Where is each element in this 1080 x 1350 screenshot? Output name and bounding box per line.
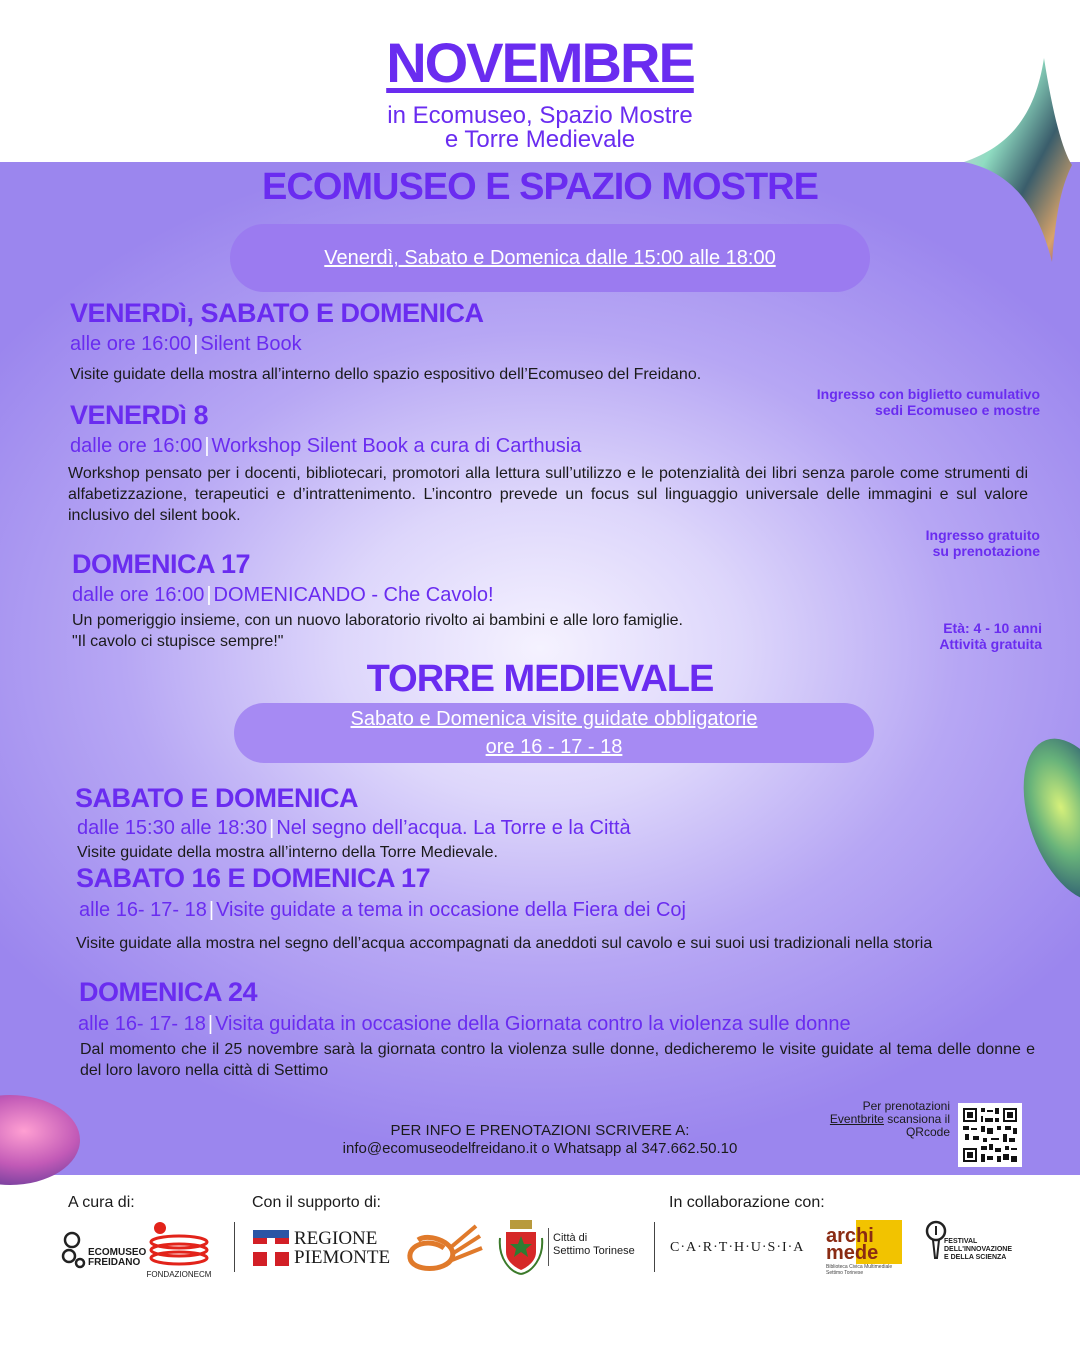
event-note-line-1: Ingresso con biglietto cumulativo (816, 386, 1040, 402)
event-time-value: alle ore 16:00 (70, 333, 192, 355)
regione-piemonte-emblem-icon (253, 1230, 289, 1266)
torre-hours-line-2: ore 16 - 17 - 18 (485, 736, 623, 758)
event-note-line-1: Età: 4 - 10 anni (943, 620, 1042, 636)
subtitle-line-2: e Torre Medievale (444, 126, 636, 153)
event-note-line-2: sedi Ecomuseo e mostre (875, 402, 1040, 418)
festival-logo-line-1: FESTIVAL (944, 1238, 978, 1245)
event-time: dalle ore 16:00 | DOMENICANDO - Che Cavolo! (72, 584, 494, 606)
ecomuseo-hours-text: Venerdì, Sabato e Domenica dalle 15:00 alle 18:00 (324, 247, 776, 269)
regione-logo-line-2: PIEMONTE (294, 1247, 391, 1268)
settimo-logo-divider (548, 1228, 549, 1266)
footer-divider (234, 1222, 235, 1272)
partner-swirl-logo-icon (400, 1218, 484, 1274)
event-name: Visita guidata in occasione della Giornata contro la violenza sulle donne (215, 1013, 851, 1035)
event-time-value: alle 16- 17- 18 (78, 1013, 206, 1035)
settimo-coat-of-arms-icon (498, 1218, 544, 1276)
event-title: VENERDì, SABATO E DOMENICA (70, 298, 484, 328)
event-description (72, 610, 852, 652)
event-time: alle 16- 17- 18 | Visite guidate a tema in occasione della Fiera dei Coj (79, 899, 686, 921)
archimede-logo-line-2: mede (826, 1242, 879, 1264)
event-description: Visite guidate alla mostra nel segno dell’acqua accompagnati da aneddoti sul cavolo e sui suoi usi tradizionali nella storia (76, 935, 933, 952)
contact-info-line-1: PER INFO E PRENOTAZIONI SCRIVERE A: (390, 1122, 690, 1139)
event-description-line-1: Un pomeriggio insieme, con un nuovo laboratorio rivolto ai bambini e alle loro famiglie. (72, 612, 683, 629)
eventbrite-link[interactable]: Eventbrite (829, 1112, 884, 1126)
torre-hours-line-1: Sabato e Domenica visite guidate obbligatorie (350, 708, 758, 730)
event-name: Silent Book (200, 333, 302, 355)
festival-logo-line-2: DELL'INNOVAZIONE (944, 1246, 1013, 1253)
footer-divider (654, 1222, 655, 1272)
section-title-ecomuseo: ECOMUSEO E SPAZIO MOSTRE (262, 166, 818, 208)
festival-logo (924, 1220, 1024, 1270)
event-title: VENERDì 8 (70, 400, 209, 430)
qr-note-line-1: Per prenotazioni (862, 1099, 950, 1113)
torre-hours-pill (234, 703, 874, 763)
page-title: NOVEMBRE (386, 31, 694, 94)
festival-logo-line-3: E DELLA SCIENZA (944, 1254, 1007, 1261)
event-note-line-2: su prenotazione (932, 543, 1040, 559)
qr-code-icon[interactable] (958, 1103, 1022, 1167)
event-time: alle ore 16:00 | Silent Book (70, 333, 302, 355)
subtitle-line-1: in Ecomuseo, Spazio Mostre (387, 102, 693, 129)
fondazione-logo-icon (148, 1220, 210, 1268)
event-time-value: dalle ore 16:00 (72, 584, 205, 606)
event-time: dalle 15:30 alle 18:30 | Nel segno dell’acqua. La Torre e la Città (77, 817, 631, 839)
ecomuseo-logo (60, 1230, 150, 1275)
archimede-logo (826, 1220, 906, 1280)
event-description: Visite guidate della mostra all’interno della Torre Medievale. (77, 844, 498, 861)
archimede-logo-line-1: archi (826, 1225, 874, 1247)
event-note-line-2: Attività gratuita (939, 636, 1042, 652)
qr-note-line-2: scansiona il (883, 1112, 950, 1126)
fondazione-logo (146, 1220, 212, 1282)
regione-piemonte-logo (253, 1228, 391, 1269)
footer-label-supporto: Con il supporto di: (252, 1194, 381, 1211)
event-note (939, 620, 1042, 652)
event-note (817, 386, 1040, 418)
ecomuseo-logo-line-1: ECOMUSEO (88, 1247, 147, 1258)
citta-settimo-logo (498, 1218, 648, 1278)
footer-label-collaborazione: In collaborazione con: (669, 1194, 825, 1211)
event-title: SABATO 16 E DOMENICA 17 (76, 863, 431, 893)
event-name: Visite guidate a tema in occasione della Fiera dei Coj (216, 899, 686, 921)
event-description-line-2: "Il cavolo ci stupisce sempre!" (72, 633, 284, 650)
event-note (926, 527, 1040, 559)
fondazione-logo-text: FONDAZIONECM (146, 1270, 212, 1279)
qr-note (810, 1100, 950, 1139)
archimede-logo-small-1: Biblioteca Civica Multimediale (826, 1264, 893, 1270)
settimo-logo-line-2: Settimo Torinese (553, 1245, 635, 1257)
ecomuseo-hours-pill (230, 224, 870, 292)
event-time-value: alle 16- 17- 18 (79, 899, 207, 921)
archimede-logo-small-2: Settimo Torinese (826, 1270, 864, 1276)
event-name: Nel segno dell’acqua. La Torre e la Città (276, 817, 631, 839)
contact-email-whatsapp[interactable]: info@ecomuseodelfreidano.it o Whatsapp al 347.662.50.10 (342, 1140, 738, 1157)
event-name: DOMENICANDO - Che Cavolo! (213, 584, 494, 606)
event-name: Workshop Silent Book a cura di Carthusia (211, 435, 582, 457)
event-time-value: dalle 15:30 alle 18:30 (77, 817, 268, 839)
carthusia-logo: C·A·R·T·H·U·S·I·A (670, 1240, 805, 1255)
event-description: Visite guidate della mostra all’interno dello spazio espositivo dell’Ecomuseo del Freidano. (70, 366, 702, 383)
event-description: Dal momento che il 25 novembre sarà la giornata contro la violenza sulle donne, dedicheremo le visite guidate al tema delle donne e del loro lavoro nella città di Settimo (80, 1041, 1035, 1079)
event-title: DOMENICA 17 (72, 549, 251, 579)
page-subtitle (0, 104, 1080, 152)
section-title-torre: TORRE MEDIEVALE (366, 658, 714, 700)
event-time: dalle ore 16:00 | Workshop Silent Book a cura di Carthusia (70, 435, 582, 457)
ecomuseo-logo-line-2: FREIDANO (88, 1257, 141, 1268)
settimo-logo-line-1: Città di (553, 1232, 588, 1244)
footer-label-a-cura: A cura di: (68, 1194, 135, 1211)
event-note-line-1: Ingresso gratuito (925, 527, 1040, 543)
event-time-value: dalle ore 16:00 (70, 435, 203, 457)
qr-note-line-3: QRcode (905, 1125, 950, 1139)
event-title: DOMENICA 24 (79, 977, 258, 1007)
event-title: SABATO E DOMENICA (75, 783, 359, 813)
regione-logo-line-1: REGIONE (294, 1228, 378, 1249)
event-description: Workshop pensato per i docenti, bibliotecari, promotori alla lettura sull’utilizzo e le potenzialità dei libri senza parole come strumenti di alfabetizzazione, terapeutici e d’intrattenimento. L’incontro prevede un focus sul linguaggio universale delle immagini e sul valore inclusivo del silent book. (68, 465, 1028, 524)
event-time: alle 16- 17- 18 | Visita guidata in occasione della Giornata contro la violenza sulle donne (78, 1013, 851, 1035)
